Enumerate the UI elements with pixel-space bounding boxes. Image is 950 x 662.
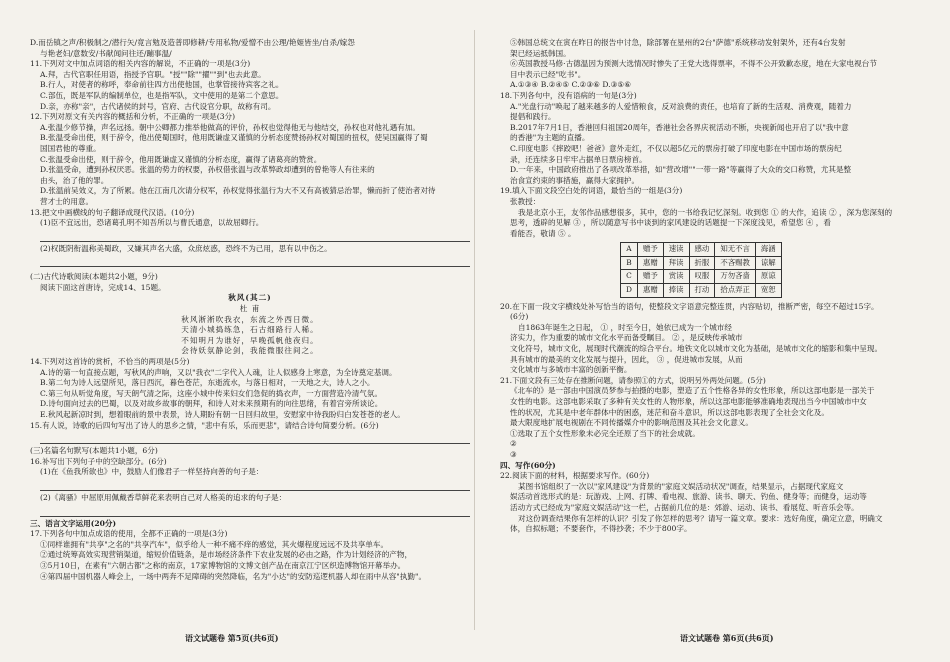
question-line: A.张温少修节操，声名远扬。朝中公卿都力推举他做高的评价，孙权也觉得他无与他结交，孙权也对他礼遇有加。: [40, 122, 420, 132]
question-line: D.张温受命，遭到孙权厌恶。张温的势力的权要，孙权借张温与改革弊政却遭到的曾艳等人有往来的: [40, 165, 375, 175]
question-line: (2)权既阴衔温称美蜀政，又嫌其声名大盛，众庶炫惑，恐终不为己用，思有以中伤之。: [40, 243, 332, 253]
question-line: 娱活动首选形式的是：玩游戏、上网、打牌、看电视、旅游、读书、聊天、钓鱼、健身等；而健身，运动等: [510, 492, 867, 502]
option-cell: 不吝赐教: [715, 256, 756, 270]
option-cell: 叹服: [689, 270, 715, 284]
question-line: (6分): [510, 312, 529, 322]
question-line: C.印度电影《摔跤吧！爸爸》意外走红，不仅以超5亿元的票房打破了印度电影在中国市场的票房纪: [510, 143, 842, 153]
question-line: C.张温受命出使，则于辞令，他用既谦虚又谨慎的分析态度，赢得了诸葛亮的赞赏。: [40, 154, 322, 164]
question-line: 我是北京小王，友邻作品感想很多，其中，您的一书给我记忆深刻。收到您 ① 的大作，追读 ② ，深为您深刻的: [518, 207, 893, 217]
question-line: B.第二句为诗人远望所见，落日西沉，暮色苍茫，东逝流水，与落日相对，一天地之大，诗人之小。: [40, 378, 375, 388]
question-line: ④第四届中国机器人峰会上，一场中两奔不足障碍的突然降临，名为"小达"的安防巡逻机器人却在雨中从容"执勤"。: [40, 571, 427, 581]
question-line: C.第三句从听觉角度，写天朗气清之际，这座小城中传来妇女们急促的捣衣声，一方面营造冷清气氛。: [40, 388, 383, 398]
question-line: B.行人，对使者的称呼，奉命前往四方出使他国，也掌管接待宾客之礼。: [40, 80, 284, 90]
answer-line[interactable]: [40, 506, 470, 517]
option-cell: 谅解: [755, 256, 781, 270]
page-footer-right: 语文试题卷 第6页(共6页): [680, 633, 774, 643]
page-footer-left: 语文试题卷 第5页(共6页): [185, 633, 279, 643]
option-cell: 万勿吝啬: [715, 270, 756, 284]
question-line: D.而岳镇之声/积极制之/潜行矢/竟言勉及造普即修耕/专用私物/爱憎不由公理/艳姬皆坐/自杀/嫁怨: [30, 38, 355, 47]
option-letter: A: [621, 243, 638, 257]
option-cell: 速读: [663, 243, 689, 257]
poem-verse: 会待妖氛静论剑，我能微服往间之。: [181, 346, 319, 356]
table-row: [621, 256, 782, 270]
question-line: 21.下面文段有三处存在推断问题，请参照①的方式，说明另外两处问题。(5分): [500, 375, 766, 385]
question-line: 国国君他的尊重。: [40, 143, 101, 153]
question-line: 《北车的》是一部由中国演员梦参与拍摄的电影，塑造了五个性格各异的女性形象，所以这部电影是一部关于: [510, 386, 875, 396]
question-line: 治食宣约束的事措施，赢得大家拥护。: [510, 175, 640, 185]
question-line: 对这份调查结果你有怎样的认识？引发了你怎样的思考？请写一篇文章。要求：选好角度，确定立意，明确文: [518, 513, 883, 523]
question-line: B.2017年7月1日，香港回归祖国20周年，香港社会各界庆祝活动不断，央视新闻也开启了以"我中意: [510, 122, 849, 132]
option-cell: 惠赠: [637, 284, 663, 298]
poem-verse: 不知明月为谁好，早晚孤帆他夜归。: [181, 335, 319, 345]
question-line: (1)臣不宜远出，恐诸葛孔明不知吾所以与曹氏通意，以故屈卿行。: [40, 218, 264, 228]
question-line: 看能否，敬请 ⑤ 。: [510, 228, 576, 238]
option-cell: 打动: [689, 284, 715, 298]
question-line: 19.填入下面文段空白处的词语，最恰当的一组是(3分): [500, 186, 683, 196]
question-line: (2)《离骚》中屈原用佩戴香草鲜花来表明自己对人格美的追求的句子是：: [40, 492, 287, 502]
answer-line[interactable]: [40, 256, 470, 267]
question-line: 某图书馆组织了一次以"家风建设"为背景的"家庭文娱活动状况"调查，结果显示，占据现代家庭文: [518, 481, 844, 491]
question-line: 16.补写出下列句子中的空缺部分。(6分): [30, 456, 167, 466]
question-line: 18.下列各句中，没有语病的一句是(3分): [500, 90, 637, 100]
answer-line[interactable]: [40, 480, 470, 491]
question-line: 11.下列对文中加点词语的相关内容的解说，不正确的一项是(3分): [30, 59, 251, 69]
option-cell: 赠予: [637, 243, 663, 257]
option-cell: 拾点弄正: [715, 284, 756, 298]
option-letter: D: [621, 284, 638, 298]
question-line: E.秋风起新凉时到，想着眼前的景中表景，诗人期盼有朝一日回归故里，安慰家中待我盼归白发苍苍的老人。: [40, 410, 405, 419]
left-questions-top: [30, 38, 470, 267]
question-line: D.亲，亦称"亲"，古代诸侯的封号，官府、古代设官分职，故称有司。: [40, 101, 276, 111]
left-questions-bottom: [30, 357, 470, 582]
question-line: 15.有人说，诗歌的后四句写出了诗人的思乡之情，"悲中有乐，乐而更悲"，请结合诗句简要分析。(6分): [30, 420, 379, 430]
question-line: 文化城市与多城市丰富的创新平衡。: [510, 365, 632, 375]
question-line: 性的状况，尤其是中老年群体中的困惑，迷茫和奋斗意识，所以这部电影表现了全社会文化及。: [510, 407, 829, 417]
poem-title: 秋风(其二): [228, 293, 272, 303]
question-line: 文化符号，城市文化，展现时代潮流的综合平台。地铁文化以城市文化为基础，是城市文化的缩影和集中呈现。: [510, 344, 883, 354]
question-line: 三、语言文字运用(20分): [30, 518, 117, 528]
option-cell: 惠赠: [637, 256, 663, 270]
option-cell: 知无不言: [715, 243, 756, 257]
poem-section: [30, 272, 470, 357]
question-line: ②通过统筹高效实现营销渠道，缩短价值链条，是市场经济条件下农业发展的必由之路，作为计划经济的产物，: [40, 550, 413, 560]
question-line: 自1863年诞生之日起， ① ，时至今日，她依已成为一个城市经: [518, 322, 732, 332]
question-line: 提倡和践行。: [510, 112, 556, 122]
question-line: A.拜，古代官职任用语，指授予官职。"授""除""擢""到"也去此意。: [40, 69, 266, 79]
option-cell: 捧读: [663, 284, 689, 298]
question-line: 张教授：: [510, 196, 541, 206]
question-line: ⑥英国教授马修·古德温因为预测大选情况时惨失了王党大选得票率，不得不公开致歉态度，地在大家电视台节: [510, 59, 877, 69]
question-line: 12.下列对原文有关内容的概括和分析，不正确的一项是(3分): [30, 112, 236, 122]
option-cell: 拜读: [663, 256, 689, 270]
answer-line[interactable]: [40, 433, 470, 444]
question-line: 济实力，作为重要的城市文化水平而备受瞩目。 ② ，是反映传承城市: [510, 333, 743, 343]
question-line: 目中表示已经"吃书"。: [510, 69, 586, 79]
question-line: ①选取了五个女性形象未必完全还原了当下的社会成就。: [510, 428, 700, 438]
question-line: D.张温前吴效义，为了所累。他在江南几次请分权军，孙权觉得张温行为大不又有高被猜忌治罪，懒而折了使治者对待: [40, 186, 436, 196]
question-line: 由头，治了他的罪。: [40, 175, 109, 185]
poem-section-header: (二)古代诗歌阅读(本题共2小题，9分): [30, 272, 158, 282]
question-line: ②: [510, 439, 517, 449]
option-cell: 宽恕: [755, 284, 781, 298]
option-cell: 赏读: [663, 270, 689, 284]
right-questions-bottom: [500, 302, 930, 535]
question-line: ③: [510, 449, 517, 459]
right-page: [500, 38, 930, 535]
question-line: A.①③④ B.②④⑤ C.②③⑥ D.③⑤⑥: [510, 80, 632, 90]
table-row: [621, 284, 782, 298]
poem-verse: 天清小城捣练急，石古细路行人稀。: [181, 325, 319, 335]
question-line: C.部伍，既是军队的编制单位，也是指军队，文中使用的是第二个意思。: [40, 90, 284, 100]
question-line: B.张温受命出使，则于辞令，他出使蜀国时，他用既谦虚又谨慎的分析态度赞扬孙权对蜀国的扭权，使吴国赢得了蜀: [40, 133, 428, 143]
question-line: D.诗句面向过去的巴蜀，以及对故乡故事的朝拜，和诗人对未来预期有的向往思绪，有着宫旁所谈论。: [40, 399, 383, 409]
question-line: 体，自拟标题；不要套作，不得抄袭；不少于800字。: [510, 524, 692, 534]
table-row: [621, 270, 782, 284]
question-line: 13.把文中画横线的句子翻译成现代汉语。(10分): [30, 207, 195, 217]
question-line: ⑤韩国总统文在寅在昨日的报告中讨急，除部署在星州的2台"萨德"系统移动发射架外，还有4台发射: [510, 38, 846, 47]
question-line: D.一年来，中国政府推出了各项改革举措，如"营改增""一带一路"等赢得了大众的交口称赞，尤其是整: [510, 165, 852, 175]
question-line: A."光盘行动"唤起了越来越多的人爱惜粮食，反对浪费的责任，也培育了新的生活观、消费观，随着力: [510, 101, 852, 111]
question-line: 营才士的用意。: [40, 196, 94, 206]
question-line: 活动方式已经成为"家庭文娱活动"这一栏，占据前几位的是：郊游、运动、读书、看展览、听音乐会等。: [510, 502, 859, 512]
question-line: 架已经运抵韩国。: [510, 48, 571, 58]
answer-line[interactable]: [40, 231, 470, 242]
question-line: 录，还连续多日牢牢占据单日票房榜首。: [510, 154, 647, 164]
table-row: [621, 243, 782, 257]
question-line: 最大限度地扩展电视剧在不同传播媒介中的影响范围及其社会文化意义。: [510, 418, 753, 428]
page-divider: [474, 30, 475, 630]
question-line: 与艳老妇/意数安/书献闻问往还/蹦事温/: [40, 48, 172, 58]
question-line: 思考，透辟的见解 ③ ，所以随意写书中谈到的家风建设的话题提一下深度浅见，希望您 ④ ，看: [510, 218, 831, 228]
option-letter: C: [621, 270, 638, 284]
question-line: A.诗的第一句直接点题，写秋风的声响，又以"我衣"二字代入人魂，让人似感身上寒意，为全诗奠定基调。: [40, 367, 397, 377]
question-line: 14.下列对这首诗的赏析，不恰当的两项是(5分): [30, 357, 190, 367]
option-cell: 感动: [689, 243, 715, 257]
option-cell: 折服: [689, 256, 715, 270]
question-line: 具有城市的最美的文化发展与提升，因此， ③ ，促进城市发展，从而: [510, 354, 743, 364]
option-letter: B: [621, 256, 638, 270]
poem-verse: 秋风淅淅吹我衣，东流之外西日微。: [181, 314, 319, 324]
question-line: 四、写作(60分): [500, 460, 556, 470]
q19-options-table: [620, 242, 782, 297]
poem-author: 杜 甫: [239, 304, 261, 314]
option-cell: 海涵: [755, 243, 781, 257]
question-line: 的香港"为主题的直播。: [510, 133, 590, 143]
question-line: 女性的电影。这部电影采取了多种有关女性的人物形象，所以这部电影能够准确地表现出当今中国城市中女: [510, 397, 867, 406]
question-line: (1)在《鱼我所欲也》中，鼓励人们像君子一样坚持向善的句子是：: [40, 467, 264, 477]
question-line: 22.阅读下面的材料，根据要求写作。(60分): [500, 471, 650, 481]
option-cell: 赠予: [637, 270, 663, 284]
question-line: (三)名篇名句默写(本题共1小题，6分): [30, 446, 158, 456]
question-line: ①同样谁拥有"共享"之名的"共享汽车"，似乎给人一种不痛不痒的感觉，其火爆程度远远不及共享单车。: [40, 539, 389, 549]
question-line: 20.在下面一段文字横线处补写恰当的语句，使整段文字语意完整连贯，内容贴切，推断严密，每空不超过15字。: [500, 301, 879, 311]
right-questions-top: [500, 38, 930, 239]
question-line: ③5月10日，在素有"六朝古都"之称的南京，17家博物馆的文博文创产品在南京江宁区织造博物馆开幕举办。: [40, 560, 406, 570]
option-cell: 原谅: [755, 270, 781, 284]
question-line: 17.下列各句中加点成语的使用，全都不正确的一项是(3分): [30, 529, 228, 539]
left-page: [30, 38, 470, 582]
poem-section-intro: 阅读下面这首唐诗，完成14、15题。: [40, 282, 166, 292]
